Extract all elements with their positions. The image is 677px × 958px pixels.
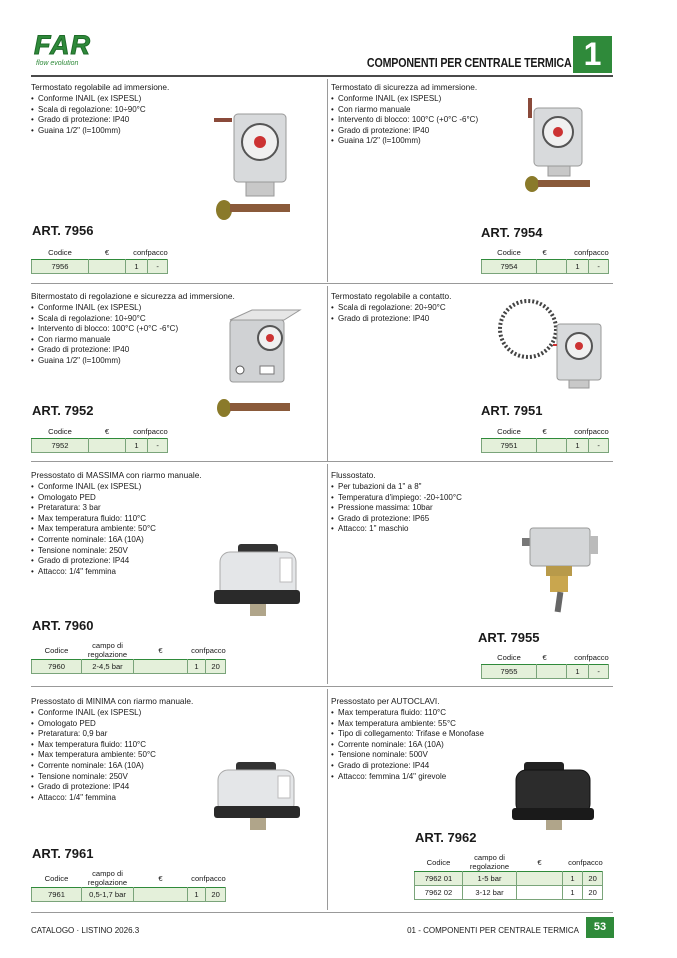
feature-list xyxy=(331,482,462,535)
article-number: ART. 7962 xyxy=(415,830,477,845)
col-header: conf xyxy=(574,248,589,257)
feature-item: • Tipo di collegamento: Trifase e Monofase xyxy=(331,729,484,740)
pack-cell: 20 xyxy=(206,888,226,902)
feature-item: • Attacco: 1/4" femmina xyxy=(31,567,156,578)
feature-item: • Tensione nominale: 250V xyxy=(31,772,156,783)
divider xyxy=(31,686,613,687)
col-header: campo di regolazione xyxy=(87,641,128,659)
feature-item: • Max temperatura fluido: 110°C xyxy=(31,740,156,751)
code-cell: 7961 xyxy=(32,888,82,902)
dual-thermostat-image xyxy=(212,306,302,421)
conf-cell: 1 xyxy=(188,660,206,674)
col-header: conf xyxy=(191,645,206,655)
article-number: ART. 7956 xyxy=(32,223,94,238)
price-table xyxy=(31,425,168,453)
feature-item: • Grado di protezione: IP65 xyxy=(331,514,462,525)
col-header: campo di regolazione xyxy=(87,869,128,887)
feature-item: • Guaina 1/2" (l=100mm) xyxy=(31,356,178,367)
article-number: ART. 7951 xyxy=(481,403,543,418)
feature-item: • Grado di protezione: IP40 xyxy=(31,115,146,126)
col-header: conf xyxy=(133,427,148,436)
divider xyxy=(31,283,613,284)
range-cell: 3-12 bar xyxy=(463,886,517,900)
table-row xyxy=(482,260,609,274)
product-description: Bitermostato di regolazione e sicurezza ad immersione. xyxy=(31,291,235,301)
col-header: Codice xyxy=(497,653,521,662)
col-header: € xyxy=(537,857,542,867)
feature-item: • Corrente nominale: 16A (10A) xyxy=(31,535,156,546)
feature-item: • Max temperatura fluido: 110°C xyxy=(31,514,156,525)
logo-subtitle: flow evolution xyxy=(36,60,79,67)
feature-list xyxy=(31,303,178,367)
col-header: pacco xyxy=(147,248,168,257)
col-header: pacco xyxy=(582,857,603,867)
pack-cell: - xyxy=(148,439,168,453)
conf-cell: 1 xyxy=(567,665,589,679)
code-cell: 7952 xyxy=(32,439,89,453)
price-cell xyxy=(89,260,126,274)
feature-item: • Conforme INAIL (ex ISPESL) xyxy=(31,303,178,314)
col-header: pacco xyxy=(588,653,609,662)
col-header: conf xyxy=(191,873,206,883)
conf-cell: 1 xyxy=(563,886,583,900)
feature-item: • Max temperatura ambiente: 55°C xyxy=(331,719,484,730)
article-number: ART. 7954 xyxy=(481,225,543,240)
col-header: € xyxy=(542,653,547,662)
feature-item: • Pressione massima: 10bar xyxy=(331,503,462,514)
feature-list xyxy=(331,94,478,147)
feature-item: • Intervento di blocco: 100°C (+0°C -6°C) xyxy=(31,324,178,335)
code-cell: 7960 xyxy=(32,660,82,674)
col-header: Codice xyxy=(497,427,521,436)
price-table xyxy=(31,869,226,902)
col-header: Codice xyxy=(426,857,451,867)
table-row xyxy=(415,886,603,900)
price-table xyxy=(481,425,609,453)
col-header: conf xyxy=(133,248,148,257)
price-table xyxy=(481,651,609,679)
price-table xyxy=(414,853,603,900)
range-cell: 0,5-1,7 bar xyxy=(82,888,134,902)
header-rule xyxy=(31,75,613,77)
pressure-switch-image xyxy=(208,540,300,620)
col-header: € xyxy=(104,248,110,257)
range-cell: 2-4,5 bar xyxy=(82,660,134,674)
conf-cell: 1 xyxy=(567,439,589,453)
feature-item: • Temperatura d'impiego: -20÷100°C xyxy=(331,493,462,504)
col-header: Codice xyxy=(44,645,69,655)
col-header: pacco xyxy=(147,427,168,436)
footer-section-label: 01 - COMPONENTI PER CENTRALE TERMICA xyxy=(407,926,579,935)
price-table xyxy=(31,246,168,274)
col-header: € xyxy=(104,427,110,436)
price-cell xyxy=(89,439,126,453)
feature-item: • Omologato PED xyxy=(31,493,156,504)
feature-item: • Pretaratura: 3 bar xyxy=(31,503,156,514)
price-cell xyxy=(134,888,188,902)
product-description: Termostato regolabile ad immersione. xyxy=(31,82,170,92)
pack-cell: - xyxy=(589,439,609,453)
pack-cell: - xyxy=(589,665,609,679)
range-cell: 1-5 bar xyxy=(463,872,517,886)
feature-item: • Per tubazioni da 1" a 8" xyxy=(331,482,462,493)
table-row xyxy=(415,872,603,886)
code-cell: 7955 xyxy=(482,665,537,679)
code-cell: 7956 xyxy=(32,260,89,274)
col-header: conf xyxy=(574,427,589,436)
code-cell: 7951 xyxy=(482,439,537,453)
code-cell: 7962 01 xyxy=(415,872,463,886)
feature-item: • Max temperatura fluido: 110°C xyxy=(331,708,484,719)
feature-item: • Scala di regolazione: 10÷90°C xyxy=(31,105,146,116)
product-description: Flussostato. xyxy=(331,470,376,480)
table-row xyxy=(32,660,226,674)
col-header: pacco xyxy=(588,248,609,257)
col-header: € xyxy=(542,427,547,436)
article-number: ART. 7955 xyxy=(478,630,540,645)
pack-cell: 20 xyxy=(583,872,603,886)
price-cell xyxy=(134,660,188,674)
feature-item: • Grado di protezione: IP40 xyxy=(331,314,446,325)
feature-item: • Conforme INAIL (ex ISPESL) xyxy=(31,482,156,493)
feature-item: • Con riarmo manuale xyxy=(331,105,478,116)
logo-text: FAR xyxy=(34,30,91,60)
feature-item: • Tensione nominale: 500V xyxy=(331,750,484,761)
pressure-switch-image xyxy=(210,760,302,832)
conf-cell: 1 xyxy=(563,872,583,886)
col-header: € xyxy=(542,248,547,257)
feature-item: • Attacco: 1" maschio xyxy=(331,524,462,535)
divider xyxy=(327,464,328,684)
feature-item: • Attacco: femmina 1/4" girevole xyxy=(331,772,484,783)
product-description: Termostato di sicurezza ad immersione. xyxy=(331,82,478,92)
feature-item: • Conforme INAIL (ex ISPESL) xyxy=(331,94,478,105)
feature-list xyxy=(331,303,446,324)
price-cell xyxy=(537,665,567,679)
feature-item: • Grado di protezione: IP40 xyxy=(31,345,178,356)
feature-item: • Con riarmo manuale xyxy=(31,335,178,346)
feature-list xyxy=(31,94,146,136)
col-header: Codice xyxy=(44,873,69,883)
contact-thermostat-image xyxy=(495,296,610,391)
table-row xyxy=(32,439,168,453)
feature-item: • Pretaratura: 0,9 bar xyxy=(31,729,156,740)
feature-list xyxy=(31,708,156,803)
table-row xyxy=(32,260,168,274)
feature-item: • Guaina 1/2" (l=100mm) xyxy=(331,136,478,147)
table-row xyxy=(482,439,609,453)
price-table xyxy=(31,641,226,674)
autoclave-pressure-switch-image xyxy=(510,760,596,832)
price-table xyxy=(481,246,609,274)
feature-item: • Guaina 1/2" (l=100mm) xyxy=(31,126,146,137)
col-header: pacco xyxy=(588,427,609,436)
conf-cell: 1 xyxy=(126,439,148,453)
product-description: Pressostato di MASSIMA con riarmo manuale. xyxy=(31,470,202,480)
feature-item: • Grado di protezione: IP44 xyxy=(31,782,156,793)
code-cell: 7954 xyxy=(482,260,537,274)
col-header: Codice xyxy=(497,248,521,257)
feature-item: • Max temperatura ambiente: 50°C xyxy=(31,750,156,761)
footer-catalog-label: CATALOGO · LISTINO 2026.3 xyxy=(31,926,140,935)
col-header: € xyxy=(158,645,163,655)
feature-item: • Corrente nominale: 16A (10A) xyxy=(331,740,484,751)
pack-cell: 20 xyxy=(206,660,226,674)
page-number: 53 xyxy=(586,917,614,938)
code-cell: 7962 02 xyxy=(415,886,463,900)
col-header: pacco xyxy=(205,873,226,883)
feature-list xyxy=(31,482,156,577)
col-header: Codice xyxy=(48,248,72,257)
feature-item: • Tensione nominale: 250V xyxy=(31,546,156,557)
feature-item: • Grado di protezione: IP40 xyxy=(331,126,478,137)
price-cell xyxy=(517,886,563,900)
divider xyxy=(31,912,613,913)
feature-item: • Attacco: 1/4" femmina xyxy=(31,793,156,804)
col-header: € xyxy=(158,873,163,883)
pack-cell: - xyxy=(148,260,168,274)
price-cell xyxy=(537,260,567,274)
feature-item: • Omologato PED xyxy=(31,719,156,730)
col-header: campo di regolazione xyxy=(469,853,510,871)
conf-cell: 1 xyxy=(188,888,206,902)
conf-cell: 1 xyxy=(126,260,148,274)
feature-item: • Grado di protezione: IP44 xyxy=(331,761,484,772)
safety-thermostat-image xyxy=(520,98,600,198)
col-header: conf xyxy=(568,857,583,867)
feature-item: • Corrente nominale: 16A (10A) xyxy=(31,761,156,772)
conf-cell: 1 xyxy=(567,260,589,274)
feature-list xyxy=(331,708,484,782)
article-number: ART. 7960 xyxy=(32,618,94,633)
divider xyxy=(327,689,328,910)
divider xyxy=(327,79,328,282)
col-header: conf xyxy=(574,653,589,662)
divider xyxy=(31,461,613,462)
article-number: ART. 7961 xyxy=(32,846,94,861)
feature-item: • Grado di protezione: IP44 xyxy=(31,556,156,567)
price-cell xyxy=(537,439,567,453)
divider xyxy=(327,286,328,461)
feature-item: • Scala di regolazione: 20÷90°C xyxy=(331,303,446,314)
col-header: pacco xyxy=(205,645,226,655)
feature-item: • Max temperatura ambiente: 50°C xyxy=(31,524,156,535)
price-cell xyxy=(517,872,563,886)
feature-item: • Conforme INAIL (ex ISPESL) xyxy=(31,708,156,719)
page-title: COMPONENTI PER CENTRALE TERMICA xyxy=(366,55,571,70)
feature-item: • Conforme INAIL (ex ISPESL) xyxy=(31,94,146,105)
table-row xyxy=(32,888,226,902)
flow-switch-image xyxy=(512,522,604,614)
feature-item: • Intervento di blocco: 100°C (+0°C -6°C) xyxy=(331,115,478,126)
far-logo xyxy=(34,31,100,59)
pack-cell: 20 xyxy=(583,886,603,900)
section-number-badge: 1 xyxy=(573,36,612,73)
article-number: ART. 7952 xyxy=(32,403,94,418)
pack-cell: - xyxy=(589,260,609,274)
table-row xyxy=(482,665,609,679)
product-description: Pressostato di MINIMA con riarmo manuale. xyxy=(31,696,194,706)
product-description: Pressostato per AUTOCLAVI. xyxy=(331,696,440,706)
col-header: Codice xyxy=(48,427,72,436)
product-description: Termostato regolabile a contatto. xyxy=(331,291,452,301)
thermostat-image xyxy=(210,110,300,230)
feature-item: • Scala di regolazione: 10÷90°C xyxy=(31,314,178,325)
